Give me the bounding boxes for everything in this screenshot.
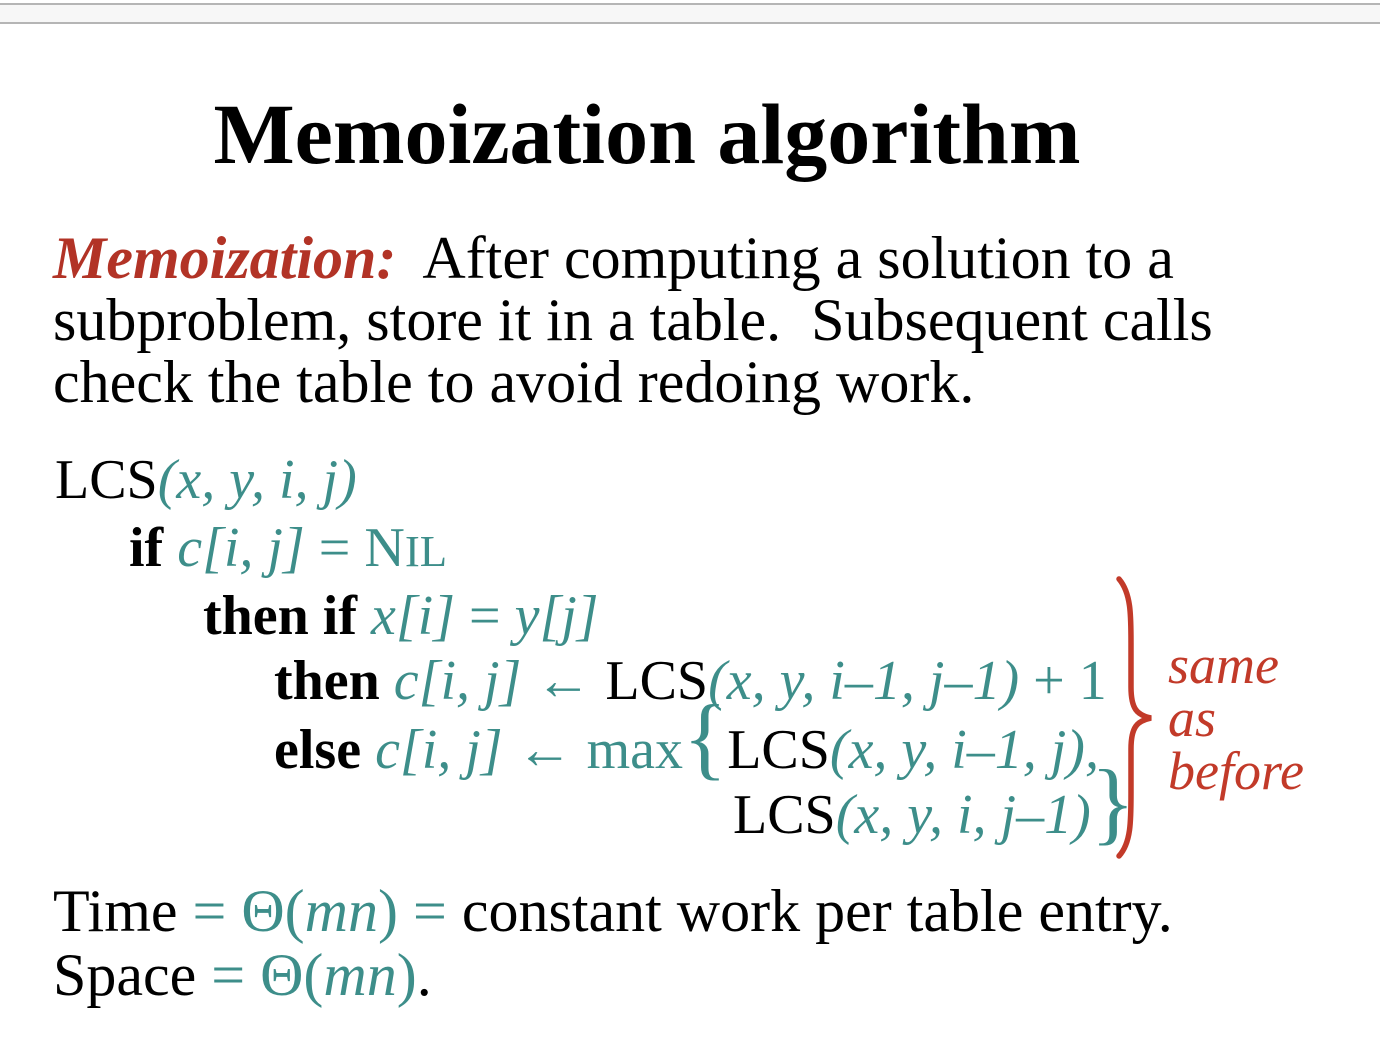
- code-proc-name: LCS: [605, 650, 709, 712]
- time-label: Time: [53, 878, 193, 944]
- period: .: [416, 942, 432, 1008]
- code-token: c[i, j]: [177, 517, 305, 579]
- code-line-then-if: [203, 585, 599, 647]
- red-annotation-brace: [1104, 575, 1156, 860]
- code-proc-name: LCS: [727, 719, 830, 781]
- space-label: Space: [53, 942, 212, 1008]
- annot-line: as: [1168, 688, 1217, 748]
- mn-vars: mn: [323, 942, 397, 1008]
- code-line-lcs-signature: [55, 449, 357, 511]
- code-args: (x, y, i, j): [157, 449, 357, 511]
- code-line-max-second-arg: [733, 751, 1135, 853]
- code-token: c[i, j]: [375, 719, 517, 781]
- complexity-summary: [53, 879, 1173, 1007]
- close-brace: }: [1090, 751, 1135, 853]
- theta-close: ): [396, 942, 417, 1008]
- theta-close: ) =: [378, 878, 462, 944]
- intro-line2-text: subproblem, store it in a table. Subsequent calls: [53, 287, 1213, 353]
- intro-line1-text: After computing a solution to a: [422, 225, 1174, 291]
- open-brace: {: [683, 686, 728, 788]
- arrow-icon: ←: [535, 650, 606, 712]
- code-token: =: [455, 585, 515, 647]
- keyword-if: if: [129, 517, 178, 579]
- code-line-else-max: [274, 686, 1099, 788]
- code-token: = N: [304, 517, 405, 579]
- intro-line3-text: check the table to avoid redoing work.: [53, 349, 975, 415]
- keyword-else: else: [274, 719, 376, 781]
- code-args: (x, y, i, j–1): [835, 784, 1091, 846]
- keyword-then-if: then if: [203, 585, 371, 647]
- theta-open: = Θ(: [211, 942, 324, 1008]
- code-proc-name: LCS: [733, 784, 836, 846]
- code-token: c[i, j]: [393, 650, 536, 712]
- annot-line: before: [1168, 741, 1304, 801]
- code-token: + 1: [1019, 650, 1107, 712]
- code-args: (x, y, i–1, j),: [829, 719, 1099, 781]
- annot-line: same: [1168, 635, 1279, 695]
- time-description: constant work per table entry.: [461, 878, 1173, 944]
- theta-open: = Θ(: [192, 878, 305, 944]
- code-token: y[j]: [514, 585, 599, 647]
- code-token-max: ← max: [516, 719, 684, 781]
- code-proc-name: LCS: [55, 449, 158, 511]
- intro-paragraph: [53, 227, 1213, 413]
- code-args: (x, y, i–1, j–1): [708, 650, 1020, 712]
- code-token-nil: IL: [404, 526, 448, 576]
- slide-title: Memoization algorithm: [213, 86, 1081, 182]
- same-as-before-note: [1168, 635, 1304, 801]
- code-token: x[i]: [371, 585, 455, 647]
- keyword-then: then: [274, 650, 394, 712]
- code-line-if-nil: [129, 517, 448, 579]
- memoization-label: Memoization:: [53, 225, 397, 291]
- mn-vars: mn: [304, 878, 379, 944]
- toolbar-strip: [0, 3, 1380, 24]
